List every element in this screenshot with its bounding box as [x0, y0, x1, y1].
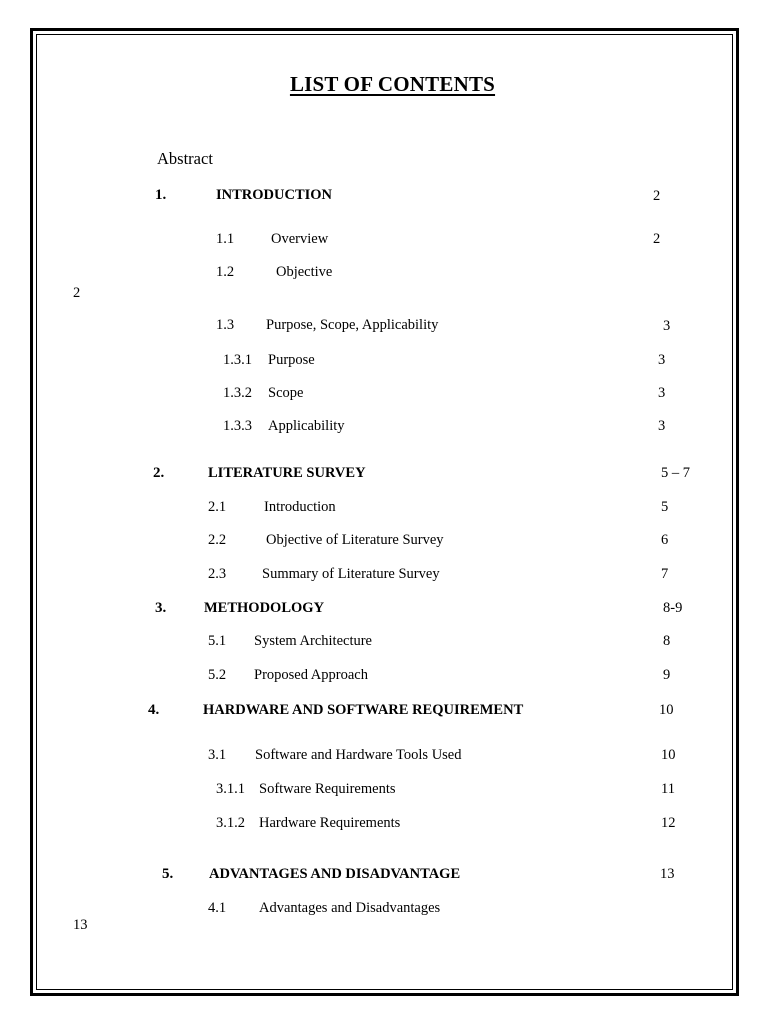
section-title: System Architecture: [254, 633, 372, 649]
section-title: Advantages and Disadvantages: [259, 900, 441, 916]
section-number: 4.1: [208, 900, 227, 916]
abstract-heading: Abstract: [157, 149, 213, 168]
section-title: Purpose, Scope, Applicability: [266, 317, 439, 333]
subsection-number: 1.3.3: [223, 418, 252, 434]
section-page: 6: [661, 532, 669, 548]
subsection-title: Hardware Requirements: [259, 815, 401, 831]
chapter-number: 3.: [155, 600, 167, 616]
chapter-page: 8-9: [663, 600, 683, 616]
subsection-number: 3.1.1: [216, 781, 245, 797]
chapter-title: HARDWARE AND SOFTWARE REQUIREMENT: [203, 702, 524, 718]
subsection-page: 3: [658, 418, 666, 434]
chapter-title: LITERATURE SURVEY: [208, 465, 366, 481]
subsection-number: 1.3.1: [223, 352, 252, 368]
chapter-page: 10: [659, 702, 674, 718]
page-border-inner: [36, 34, 733, 990]
subsection-number: 3.1.2: [216, 815, 245, 831]
subsection-title: Applicability: [268, 418, 345, 434]
section-title: Proposed Approach: [254, 667, 368, 683]
section-number: 1.3: [216, 317, 235, 333]
section-page: 2: [653, 231, 661, 247]
section-number: 2.2: [208, 532, 227, 548]
section-page: 7: [661, 566, 669, 582]
section-title: Overview: [271, 231, 329, 247]
section-page: 10: [661, 747, 676, 763]
chapter-title: METHODOLOGY: [204, 600, 325, 616]
section-page: 2: [73, 285, 81, 301]
chapter-number: 4.: [148, 702, 160, 718]
subsection-number: 1.3.2: [223, 385, 252, 401]
page-title: LIST OF CONTENTS: [289, 72, 496, 96]
section-title: Software and Hardware Tools Used: [255, 747, 462, 763]
section-page: 3: [663, 318, 671, 334]
chapter-number: 2.: [153, 465, 165, 481]
chapter-page: 2: [653, 188, 661, 204]
section-number: 5.1: [208, 633, 227, 649]
section-number: 2.1: [208, 499, 227, 515]
subsection-page: 11: [661, 781, 675, 797]
subsection-page: 3: [658, 385, 666, 401]
subsection-page: 12: [661, 815, 676, 831]
chapter-title: ADVANTAGES AND DISADVANTAGE: [209, 866, 461, 882]
section-page: 8: [663, 633, 671, 649]
section-number: 3.1: [208, 747, 227, 763]
section-page: 13: [73, 917, 88, 933]
chapter-number: 5.: [162, 866, 174, 882]
section-page: 9: [663, 667, 671, 683]
section-number: 5.2: [208, 667, 227, 683]
chapter-title: INTRODUCTION: [216, 187, 333, 203]
subsection-title: Software Requirements: [259, 781, 396, 797]
section-page: 5: [661, 499, 669, 515]
subsection-page: 3: [658, 352, 666, 368]
chapter-number: 1.: [155, 187, 167, 203]
section-title: Introduction: [264, 499, 336, 515]
subsection-title: Scope: [268, 385, 304, 401]
section-title: Objective of Literature Survey: [266, 532, 444, 548]
chapter-page: 5 – 7: [661, 465, 690, 481]
section-number: 2.3: [208, 566, 227, 582]
section-title: Summary of Literature Survey: [262, 566, 440, 582]
section-title: Objective: [276, 264, 333, 280]
subsection-title: Purpose: [268, 352, 315, 368]
chapter-page: 13: [660, 866, 675, 882]
section-number: 1.1: [216, 231, 235, 247]
section-number: 1.2: [216, 264, 235, 280]
